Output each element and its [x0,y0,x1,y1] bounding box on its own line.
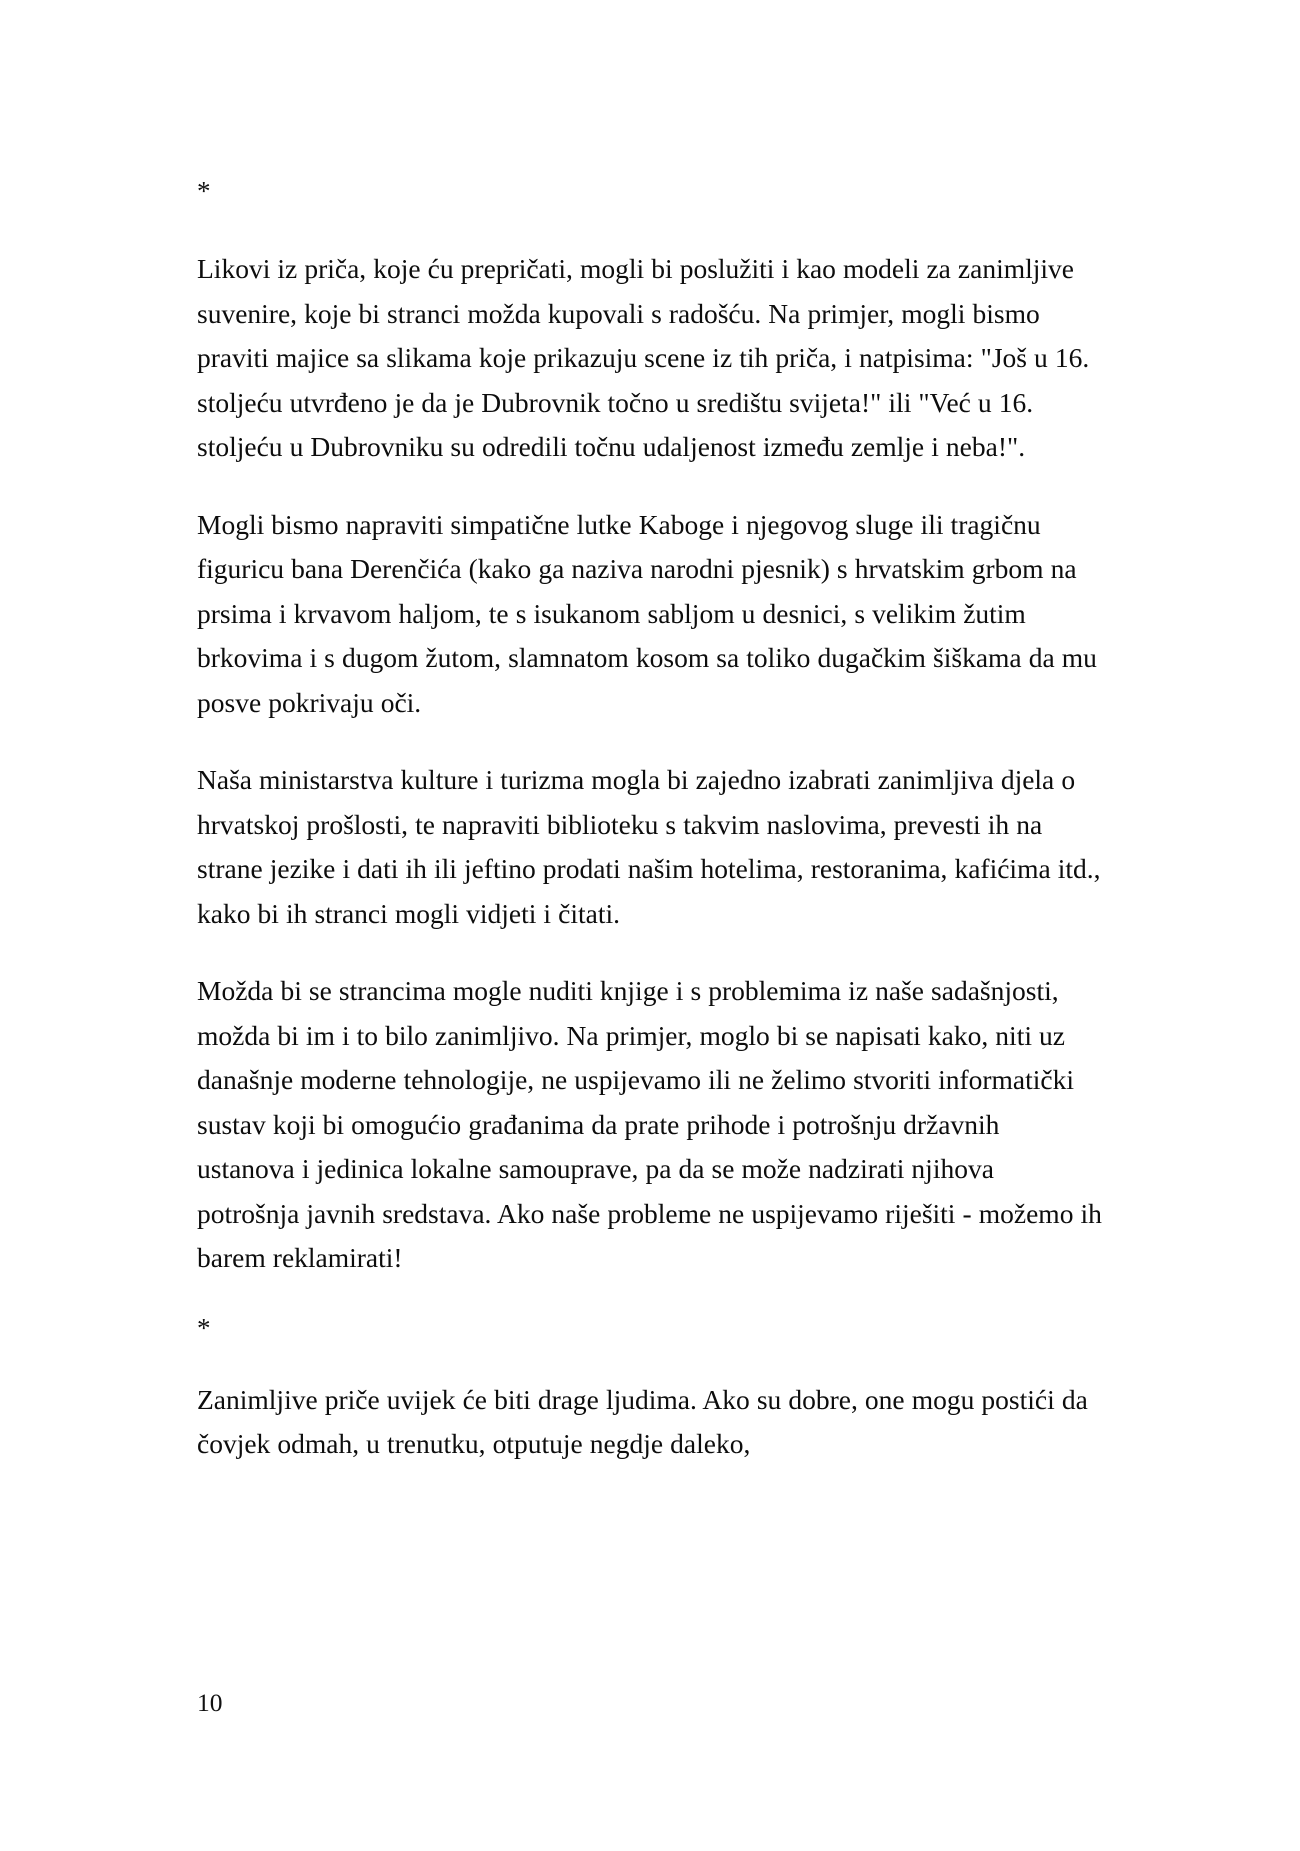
paragraph-stories: Zanimljive priče uvijek će biti drage ljudima. Ako su dobre, one mogu postići da čovjek odmah, u trenutku, otputuje negdje daleko, [197,1383,1088,1459]
paragraph-souvenirs: Likovi iz priča, koje ću prepričati, mogli bi poslužiti i kao modeli za zanimljive suvenire, koje bi stranci možda kupovali s radošću. Na primjer, mogli bismo praviti majice sa slikama koje prikazuju scene iz tih priča, i natpisima: "Još u 16. stoljeću utvrđeno je da je Dubrovnik točno u središtu svijeta!" ili "Već u 16. stoljeću u Dubrovniku su odredili točnu udaljenost između zemlje i neba!". [197,253,1090,462]
section-separator-bottom: * [197,1312,211,1343]
paragraph-ministries: Naša ministarstva kulture i turizma mogla bi zajedno izabrati zanimljiva djela o hrvatskoj prošlosti, te napraviti biblioteku s takvim naslovima, prevesti ih na strane jezike i dati ih ili jeftino prodati našim hotelima, restoranima, kafićima itd., kako bi ih stranci mogli vidjeti i čitati. [197,764,1101,929]
paragraph-problems: Možda bi se strancima mogle nuditi knjige i s problemima iz naše sadašnjosti, možda bi im i to bilo zanimljivo. Na primjer, moglo bi se napisati kako, niti uz današnje moderne tehnologije, ne uspijevamo ili ne želimo stvoriti informatički sustav koji bi omogućio građanima da prate prihode i potrošnju državnih ustanova i jedinica lokalne samouprave, pa da se može nadzirati njihova potrošnja javnih sredstava. Ako naše probleme ne uspijevamo riješiti - možemo ih barem reklamirati! [197,975,1102,1273]
page-number: 10 [197,1688,223,1717]
page-body [197,178,1102,1467]
section-separator-top: * [197,176,211,206]
paragraph-dolls: Mogli bismo napraviti simpatične lutke Kaboge i njegovog sluge ili tragičnu figuricu bana Derenčića (kako ga naziva narodni pjesnik) s hrvatskim grbom na prsima i krvavom haljom, te s isukanom sabljom u desnici, s velikim žutim brkovima i s dugom žutom, slamnatom kosom sa toliko dugačkim šiškama da mu posve pokrivaju oči. [197,508,1097,718]
